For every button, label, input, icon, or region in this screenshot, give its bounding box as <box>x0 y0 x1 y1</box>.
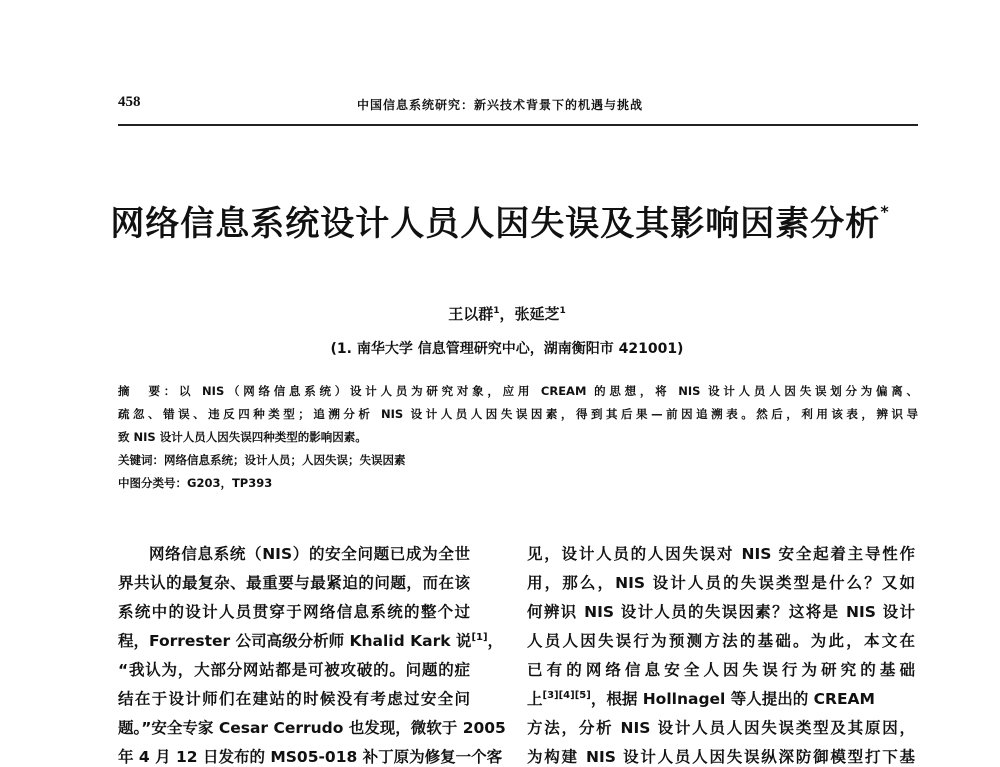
abstract-line: 摘 要：以 NIS（网络信息系统）设计人员为研究对象，应用 CREAM 的思想，将 NIS 设计人员人因失误划分为偏离、 <box>118 384 918 398</box>
citation: [3][4][5] <box>542 689 591 701</box>
author-name: 王以群 <box>448 305 494 323</box>
body-line: “我认为，大部分网站都是可被攻破的。问题的症 <box>118 661 470 679</box>
classification-number: 中图分类号：G203，TP393 <box>118 476 273 490</box>
title-footnote-mark: * <box>880 202 890 221</box>
body-line: 用，那么，NIS 设计人员的失误类型是什么？又如 <box>527 574 915 592</box>
title-text: 网络信息系统设计人员人因失误及其影响因素分析 <box>110 204 881 244</box>
citation: [1] <box>471 631 488 643</box>
author-name: 张延芝 <box>514 305 560 323</box>
abstract-line: 疏忽、错误、违反四种类型；追溯分析 NIS 设计人员人因失误因素，得到其后果—前因追溯表。然后，利用该表，辨识导 <box>118 407 918 421</box>
body-line <box>527 687 915 709</box>
body-line: 系统中的设计人员贯穿于网络信息系统的整个过 <box>118 603 470 621</box>
body-line <box>118 629 504 651</box>
body-line: 结在于设计师们在建站的时候没有考虑过安全问 <box>118 690 470 708</box>
author-affiliation-mark: 1 <box>493 306 500 316</box>
author-separator: ， <box>499 305 515 323</box>
body-text: ， <box>487 632 504 650</box>
body-line: 题。”安全专家 Cesar Cerrudo 也发现，微软于 2005 <box>118 719 506 737</box>
body-text: 程，Forrester 公司高级分析师 Khalid Kark 说 <box>118 632 472 650</box>
header-rule <box>118 124 918 126</box>
body-text: 上 <box>527 690 543 708</box>
body-line: 为构建 NIS 设计人员人因失误纵深防御模型打下基 <box>527 748 915 766</box>
body-line: 年 4 月 12 日发布的 MS05-018 补丁原为修复一个客 <box>118 748 503 766</box>
body-line: 界共认的最复杂、最重要与最紧迫的问题，而在该 <box>118 574 470 592</box>
body-line: 网络信息系统（NIS）的安全问题已成为全世 <box>149 545 470 563</box>
body-line: 方法，分析 NIS 设计人员人因失误类型及其原因， <box>527 719 915 737</box>
body-line: 见，设计人员的人因失误对 NIS 安全起着主导性作 <box>527 545 915 563</box>
body-line: 已有的网络信息安全人因失误行为研究的基础 <box>527 661 915 679</box>
keywords: 关键词：网络信息系统；设计人员；人因失误；失误因素 <box>118 453 406 467</box>
article-title <box>0 196 1000 245</box>
running-header: 中国信息系统研究：新兴技术背景下的机遇与挑战 <box>356 98 643 112</box>
abstract-line: 致 NIS 设计人员人因失误四种类型的影响因素。 <box>118 430 367 444</box>
affiliation: (1. 南华大学 信息管理研究中心，湖南衡阳市 421001) <box>330 341 684 357</box>
body-line: 人员人因失误行为预测方法的基础。为此，本文在 <box>527 632 915 650</box>
page-number: 458 <box>118 94 141 110</box>
author-affiliation-mark: 1 <box>559 306 566 316</box>
body-text: ，根据 Hollnagel 等人提出的 CREAM <box>590 690 875 708</box>
body-line: 何辨识 NIS 设计人员的失误因素？这将是 NIS 设计 <box>527 603 915 621</box>
author-list <box>0 303 1000 324</box>
